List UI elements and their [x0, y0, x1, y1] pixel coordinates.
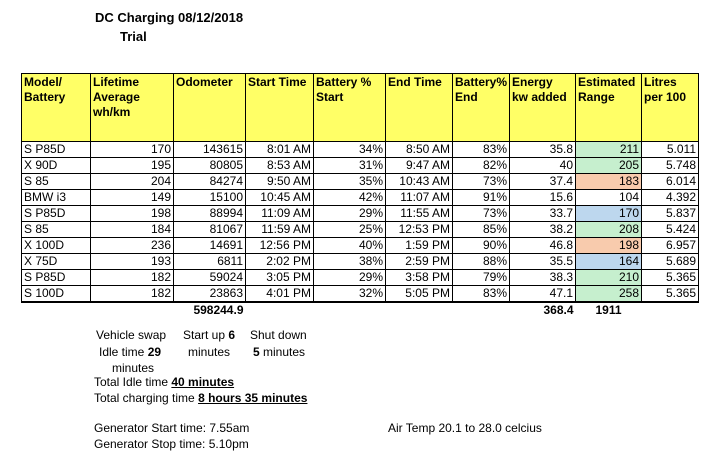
cell-battery-end: 83% — [453, 286, 510, 303]
header-label-line: kw added — [512, 90, 567, 104]
cell-litres-per-100: 5.365 — [642, 286, 699, 303]
cell-end-time: 11:55 AM — [386, 206, 453, 222]
cell-battery-start: 34% — [314, 142, 386, 158]
header-battery-start — [314, 74, 386, 142]
cell-odometer: 23863 — [174, 286, 246, 303]
idle-minutes-label: minutes — [112, 361, 155, 375]
total-charging-label: Total charging time — [94, 391, 199, 405]
cell-litres-per-100: 5.837 — [642, 206, 699, 222]
cell-end-time: 10:43 AM — [386, 174, 453, 190]
header-model-battery — [22, 74, 91, 142]
header-label-line: End — [455, 90, 478, 104]
cell-end-time: 2:59 PM — [386, 254, 453, 270]
cell-battery-end: 79% — [453, 270, 510, 286]
cell-odometer: 6811 — [174, 254, 246, 270]
header-lifetime-average — [91, 74, 174, 142]
shut-down-value: 5 — [253, 345, 260, 359]
air-temp: Air Temp 20.1 to 28.0 celcius — [388, 421, 542, 435]
header-odometer — [174, 74, 246, 142]
header-label-line: Litres — [644, 75, 677, 89]
cell-energy-added: 33.7 — [510, 206, 576, 222]
document-title: DC Charging 08/12/2018 — [95, 10, 244, 25]
cell-lifetime-average: 170 — [91, 142, 174, 158]
cell-estimated-range: 104 — [576, 190, 642, 206]
shut-down-line — [253, 345, 305, 359]
header-label-line: End Time — [388, 75, 442, 89]
cell-battery-start: 29% — [314, 206, 386, 222]
cell-battery-end: 85% — [453, 222, 510, 238]
cell-battery-start: 42% — [314, 190, 386, 206]
cell-estimated-range: 258 — [576, 286, 642, 303]
cell-start-time: 8:01 AM — [246, 142, 314, 158]
header-energy-added — [510, 74, 576, 142]
cell-lifetime-average: 236 — [91, 238, 174, 254]
cell-odometer: 84274 — [174, 174, 246, 190]
cell-lifetime-average: 182 — [91, 286, 174, 303]
cell-energy-added: 35.5 — [510, 254, 576, 270]
cell-estimated-range: 164 — [576, 254, 642, 270]
cell-odometer: 14691 — [174, 238, 246, 254]
cell-start-time: 9:50 AM — [246, 174, 314, 190]
idle-time-label: Idle time — [99, 345, 148, 359]
cell-model: S 100D — [22, 286, 91, 303]
cell-litres-per-100: 5.424 — [642, 222, 699, 238]
total-idle-label: Total Idle time — [94, 375, 172, 389]
cell-battery-start: 32% — [314, 286, 386, 303]
cell-energy-added: 38.2 — [510, 222, 576, 238]
header-label-line: Average — [93, 90, 140, 104]
cell-model: X 100D — [22, 238, 91, 254]
cell-estimated-range: 210 — [576, 270, 642, 286]
document-subtitle: Trial — [120, 29, 147, 44]
cell-end-time: 11:07 AM — [386, 190, 453, 206]
table-row — [22, 190, 699, 206]
cell-energy-added: 15.6 — [510, 190, 576, 206]
cell-battery-start: 35% — [314, 174, 386, 190]
vehicle-swap-label: Vehicle swap — [96, 328, 167, 342]
cell-model: S P85D — [22, 142, 91, 158]
cell-estimated-range: 208 — [576, 222, 642, 238]
table-row — [22, 270, 699, 286]
header-end-time — [386, 74, 453, 142]
cell-lifetime-average: 193 — [91, 254, 174, 270]
charging-table — [21, 73, 699, 318]
header-label-line: Lifetime — [93, 75, 140, 89]
header-row — [22, 74, 699, 142]
header-label-line: Odometer — [176, 75, 233, 89]
start-up-line — [183, 328, 235, 342]
cell-battery-end: 91% — [453, 190, 510, 206]
header-label-line: Energy — [512, 75, 553, 89]
start-up-value: 6 — [228, 328, 236, 342]
table-row — [22, 286, 699, 303]
cell-energy-added: 46.8 — [510, 238, 576, 254]
cell-battery-end: 73% — [453, 174, 510, 190]
cell-battery-start: 25% — [314, 222, 386, 238]
header-label-line: Battery% — [455, 75, 508, 89]
cell-lifetime-average: 184 — [91, 222, 174, 238]
cell-energy-added: 47.1 — [510, 286, 576, 303]
cell-end-time: 1:59 PM — [386, 238, 453, 254]
header-label-line: Battery — [24, 90, 66, 104]
cell-odometer: 15100 — [174, 190, 246, 206]
cell-battery-start: 31% — [314, 158, 386, 174]
header-estimated-range — [576, 74, 642, 142]
cell-lifetime-average: 204 — [91, 174, 174, 190]
total-energy: 368.4 — [543, 303, 574, 317]
cell-battery-end: 83% — [453, 142, 510, 158]
header-label-line: Start — [316, 90, 344, 104]
cell-battery-end: 90% — [453, 238, 510, 254]
cell-estimated-range: 170 — [576, 206, 642, 222]
cell-end-time: 3:58 PM — [386, 270, 453, 286]
cell-lifetime-average: 149 — [91, 190, 174, 206]
header-label-line: Battery % — [316, 75, 372, 89]
idle-time-value: 29 — [147, 345, 162, 359]
cell-start-time: 11:09 AM — [246, 206, 314, 222]
cell-start-time: 11:59 AM — [246, 222, 314, 238]
total-charging-line — [94, 391, 307, 405]
table-row — [22, 222, 699, 238]
cell-model: S 85 — [22, 222, 91, 238]
table-row — [22, 142, 699, 158]
cell-odometer: 143615 — [174, 142, 246, 158]
cell-litres-per-100: 5.748 — [642, 158, 699, 174]
cell-litres-per-100: 5.689 — [642, 254, 699, 270]
header-litres-per-100 — [642, 74, 699, 142]
header-label-line: Range — [578, 90, 615, 104]
cell-litres-per-100: 6.957 — [642, 238, 699, 254]
cell-lifetime-average: 182 — [91, 270, 174, 286]
cell-start-time: 10:45 AM — [246, 190, 314, 206]
table-row — [22, 254, 699, 270]
header-label-line: wh/km — [93, 105, 131, 119]
cell-energy-added: 37.4 — [510, 174, 576, 190]
cell-litres-per-100: 5.011 — [642, 142, 699, 158]
cell-start-time: 4:01 PM — [246, 286, 314, 303]
cell-litres-per-100: 5.365 — [642, 270, 699, 286]
table-row — [22, 206, 699, 222]
cell-start-time: 3:05 PM — [246, 270, 314, 286]
cell-end-time: 8:50 AM — [386, 142, 453, 158]
cell-odometer: 80805 — [174, 158, 246, 174]
cell-lifetime-average: 198 — [91, 206, 174, 222]
cell-lifetime-average: 195 — [91, 158, 174, 174]
cell-model: X 90D — [22, 158, 91, 174]
cell-start-time: 2:02 PM — [246, 254, 314, 270]
total-charging-value: 8 hours 35 minutes — [198, 391, 308, 405]
cell-battery-start: 38% — [314, 254, 386, 270]
cell-battery-start: 29% — [314, 270, 386, 286]
cell-end-time: 9:47 AM — [386, 158, 453, 174]
cell-end-time: 12:53 PM — [386, 222, 453, 238]
header-start-time — [246, 74, 314, 142]
cell-energy-added: 38.3 — [510, 270, 576, 286]
cell-odometer: 59024 — [174, 270, 246, 286]
total-idle-value: 40 minutes — [171, 375, 235, 389]
cell-battery-end: 73% — [453, 206, 510, 222]
cell-model: S 85 — [22, 174, 91, 190]
cell-end-time: 5:05 PM — [386, 286, 453, 303]
cell-estimated-range: 198 — [576, 238, 642, 254]
cell-start-time: 12:56 PM — [246, 238, 314, 254]
header-label-line: Estimated — [578, 75, 636, 89]
cell-model: BMW i3 — [22, 190, 91, 206]
totals-row — [22, 302, 699, 318]
shut-down-minutes: minutes — [259, 345, 306, 359]
cell-estimated-range: 211 — [576, 142, 642, 158]
cell-battery-start: 40% — [314, 238, 386, 254]
generator-stop: Generator Stop time: 5.10pm — [94, 437, 249, 451]
cell-odometer: 88994 — [174, 206, 246, 222]
cell-energy-added: 35.8 — [510, 142, 576, 158]
header-battery-end — [453, 74, 510, 142]
cell-battery-end: 88% — [453, 254, 510, 270]
cell-litres-per-100: 4.392 — [642, 190, 699, 206]
cell-model: S P85D — [22, 270, 91, 286]
header-label-line: Start Time — [248, 75, 307, 89]
cell-energy-added: 40 — [510, 158, 576, 174]
cell-model: S P85D — [22, 206, 91, 222]
cell-litres-per-100: 6.014 — [642, 174, 699, 190]
header-label-line: Model/ — [24, 75, 62, 89]
generator-start: Generator Start time: 7.55am — [94, 421, 250, 435]
start-up-label: Start up — [183, 328, 229, 342]
cell-battery-end: 82% — [453, 158, 510, 174]
idle-time-line — [99, 345, 161, 359]
table-body — [22, 142, 699, 303]
cell-estimated-range: 205 — [576, 158, 642, 174]
start-up-minutes: minutes — [188, 345, 231, 359]
total-idle-line — [94, 375, 234, 389]
table-row — [22, 238, 699, 254]
header-label-line: per 100 — [644, 90, 687, 104]
table-row — [22, 174, 699, 190]
cell-odometer: 81067 — [174, 222, 246, 238]
cell-estimated-range: 183 — [576, 174, 642, 190]
total-range: 1911 — [595, 303, 622, 317]
cell-model: X 75D — [22, 254, 91, 270]
shut-down-label: Shut down — [250, 328, 307, 342]
table-row — [22, 158, 699, 174]
cell-start-time: 8:53 AM — [246, 158, 314, 174]
total-odometer: 598244.9 — [193, 303, 244, 317]
